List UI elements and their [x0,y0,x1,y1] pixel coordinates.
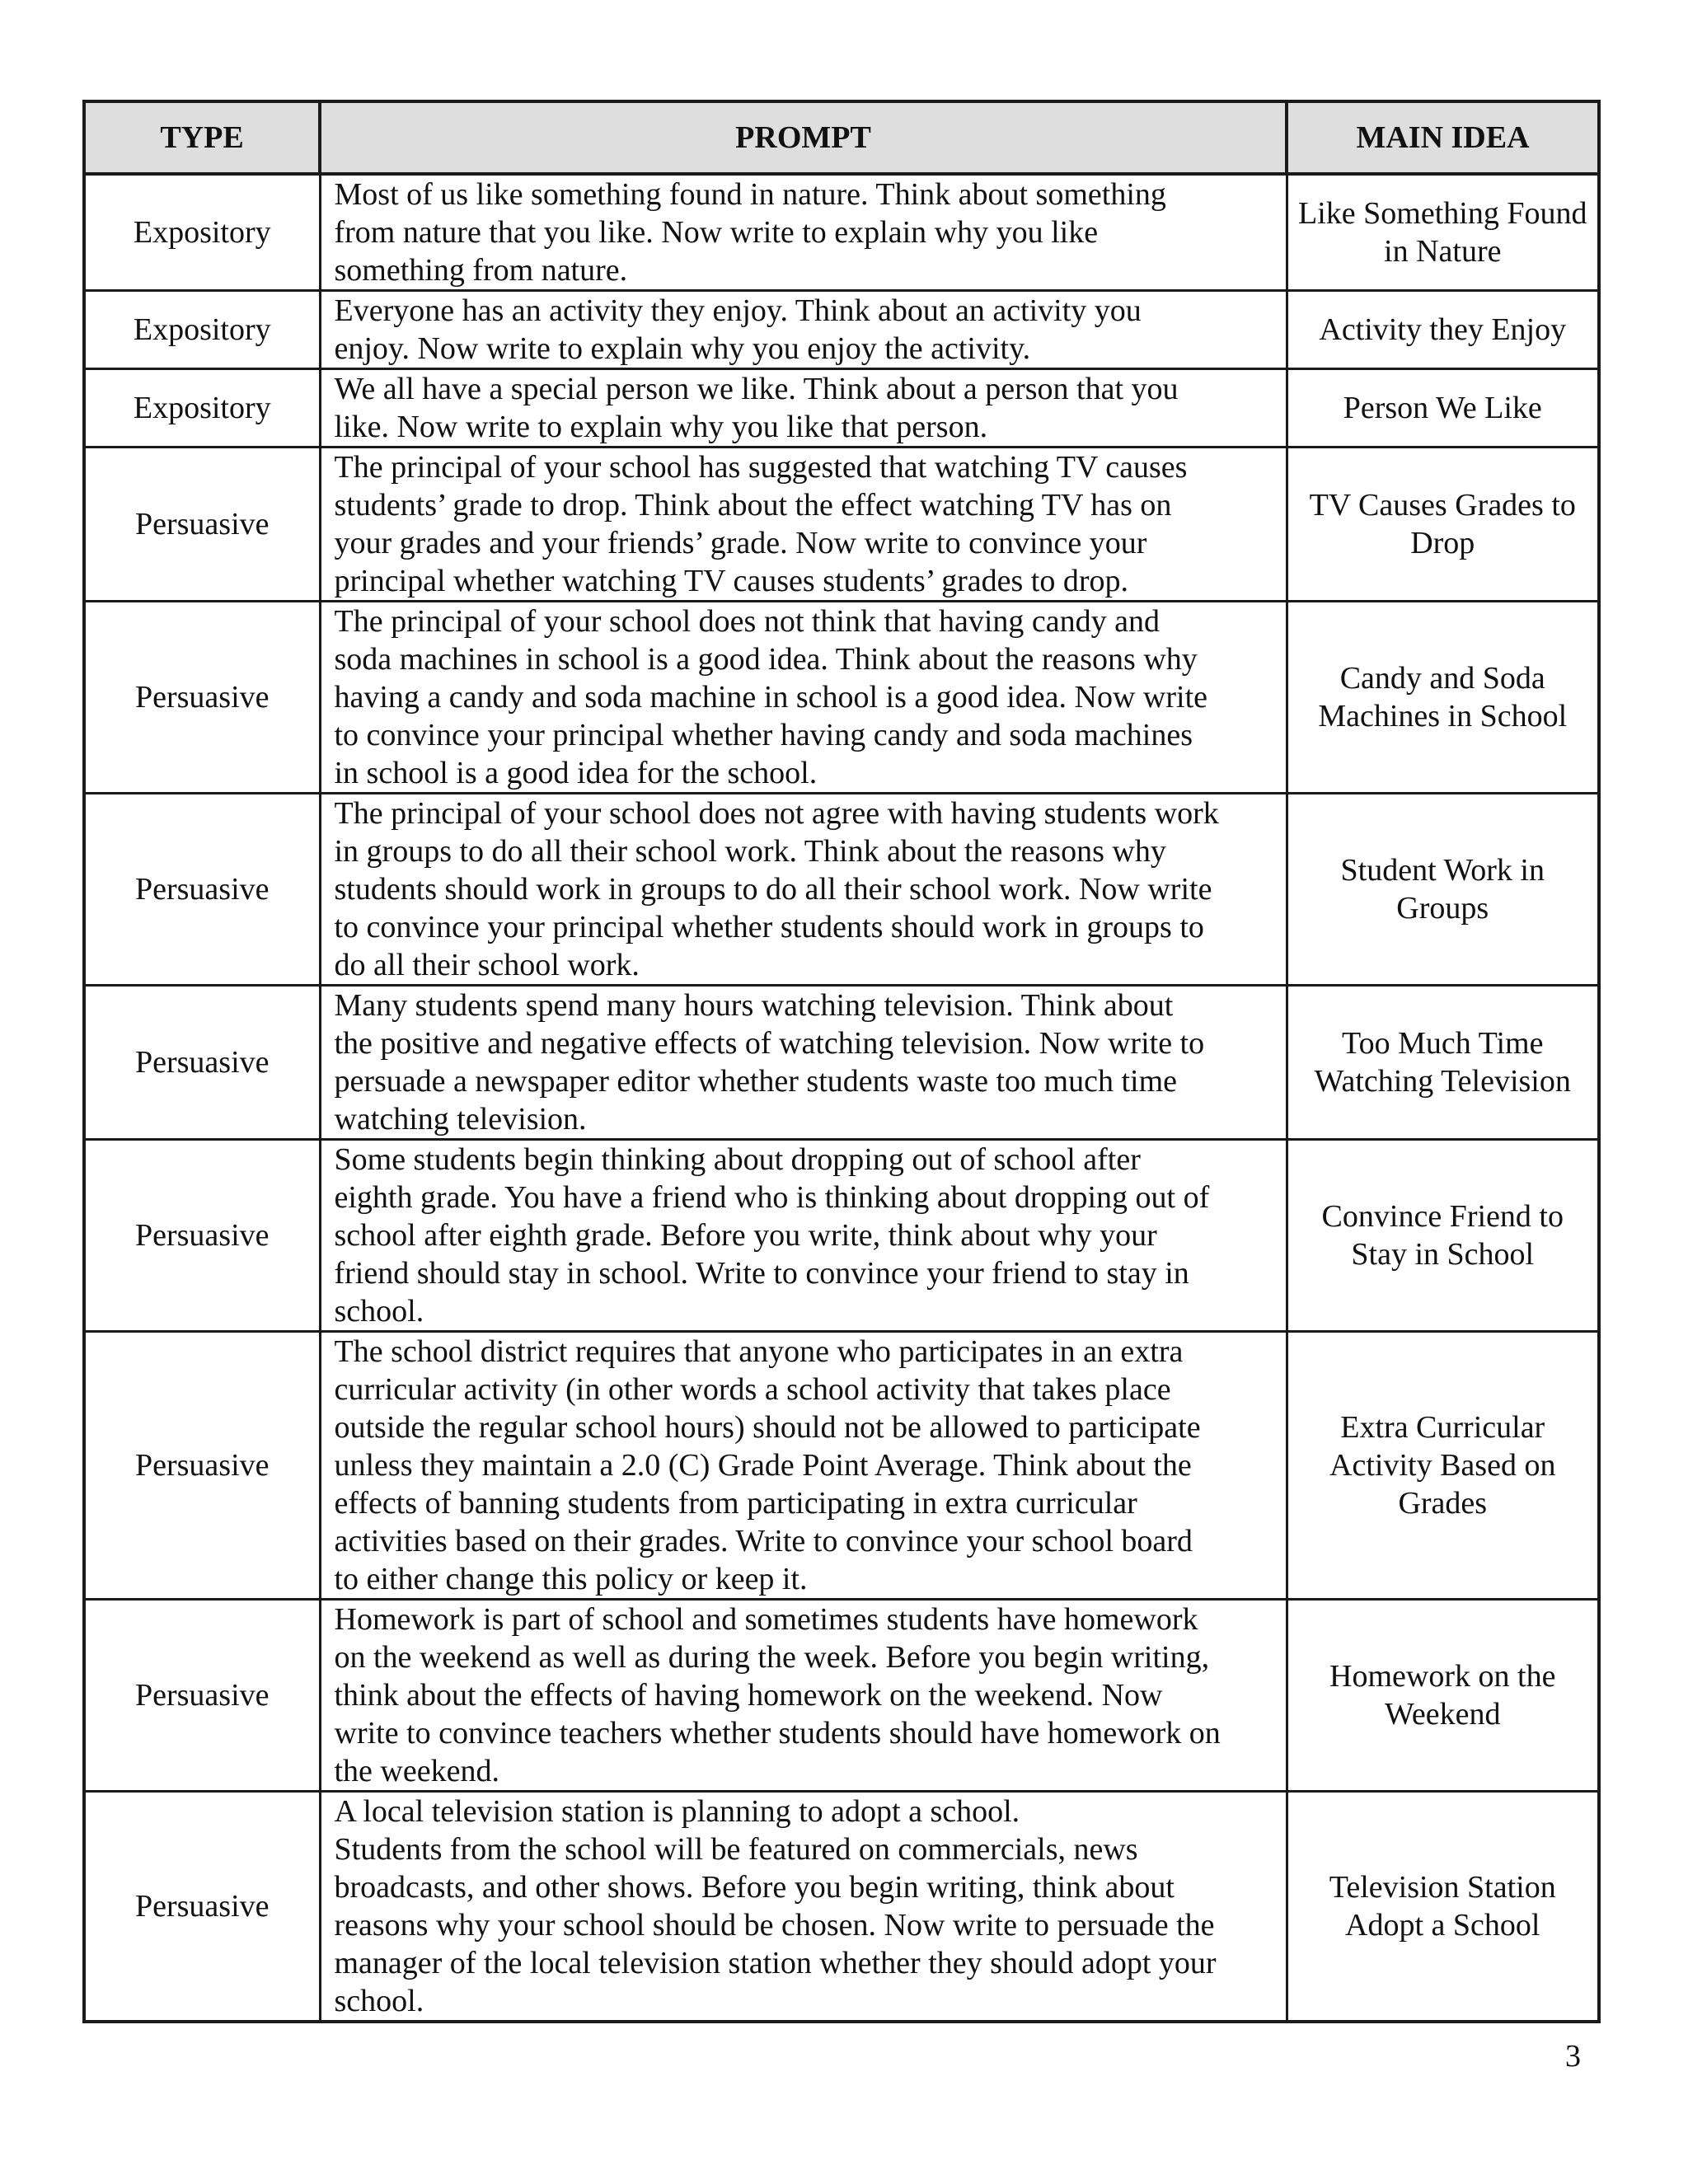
writing-prompts-table [82,100,1601,2023]
type-cell: Persuasive [84,448,320,602]
main-idea-cell: Like Something Found in Nature [1287,174,1599,291]
main-idea-cell: Extra Curricular Activity Based on Grades [1287,1332,1599,1600]
table-row [84,448,1599,602]
table-row [84,291,1599,369]
prompt-cell: The principal of your school does not think that having candy and soda machines in school is a good idea. Think about the reasons why having a candy and soda machine in school is a good idea. Now write to convince your principal whether having candy and soda machines in school is a good idea for the school. [320,602,1287,794]
main-idea-cell: Homework on the Weekend [1287,1600,1599,1792]
table-row [84,1792,1599,2022]
header-row [84,101,1599,174]
type-cell: Persuasive [84,794,320,986]
type-cell: Persuasive [84,986,320,1140]
prompt-cell: The principal of your school has suggested that watching TV causes students’ grade to drop. Think about the effect watching TV has on your grades and your friends’ grade. Now write to convince your principal whether watching TV causes students’ grades to drop. [320,448,1287,602]
type-cell: Persuasive [84,1140,320,1332]
table-row [84,986,1599,1140]
type-cell: Persuasive [84,1332,320,1600]
prompt-cell: A local television station is planning to adopt a school. Students from the school will be featured on commercials, news broadcasts, and other shows. Before you begin writing, think about reasons why your school should be chosen. Now write to persuade the manager of the local television station whether they should adopt your school. [320,1792,1287,2022]
prompt-cell: Many students spend many hours watching television. Think about the positive and negative effects of watching television. Now write to persuade a newspaper editor whether students waste too much time watching television. [320,986,1287,1140]
table-row [84,602,1599,794]
header-main-idea: MAIN IDEA [1287,101,1599,174]
main-idea-cell: Too Much Time Watching Television [1287,986,1599,1140]
prompt-cell: Most of us like something found in nature. Think about something from nature that you like. Now write to explain why you like something from nature. [320,174,1287,291]
table-body [84,174,1599,2022]
prompt-cell: Everyone has an activity they enjoy. Think about an activity you enjoy. Now write to explain why you enjoy the activity. [320,291,1287,369]
prompt-cell: Homework is part of school and sometimes students have homework on the weekend as well as during the week. Before you begin writing, think about the effects of having homework on the weekend. Now write to convince teachers whether students should have homework on the weekend. [320,1600,1287,1792]
type-cell: Persuasive [84,602,320,794]
type-cell: Expository [84,369,320,448]
type-cell: Persuasive [84,1792,320,2022]
page-number: 3 [1565,2039,1581,2074]
table-row [84,794,1599,986]
prompt-cell: Some students begin thinking about dropping out of school after eighth grade. You have a friend who is thinking about dropping out of school after eighth grade. Before you write, think about why your friend should stay in school. Write to convince your friend to stay in school. [320,1140,1287,1332]
main-idea-cell: Convince Friend to Stay in School [1287,1140,1599,1332]
prompt-cell: We all have a special person we like. Think about a person that you like. Now write to explain why you like that person. [320,369,1287,448]
table-row [84,1332,1599,1600]
main-idea-cell: TV Causes Grades to Drop [1287,448,1599,602]
main-idea-cell: Person We Like [1287,369,1599,448]
table-row [84,174,1599,291]
main-idea-cell: Candy and Soda Machines in School [1287,602,1599,794]
table-row [84,369,1599,448]
header-prompt: PROMPT [320,101,1287,174]
prompt-cell: The principal of your school does not agree with having students work in groups to do all their school work. Think about the reasons why students should work in groups to do all their school work. Now write to convince your principal whether students should work in groups to do all their school work. [320,794,1287,986]
type-cell: Expository [84,291,320,369]
table-row [84,1600,1599,1792]
main-idea-cell: Television Station Adopt a School [1287,1792,1599,2022]
prompt-cell: The school district requires that anyone who participates in an extra curricular activity (in other words a school activity that takes place outside the regular school hours) should not be allowed to participate unless they maintain a 2.0 (C) Grade Point Average. Think about the effects of banning students from participating in extra curricular activities based on their grades. Write to convince your school board to either change this policy or keep it. [320,1332,1287,1600]
type-cell: Expository [84,174,320,291]
header-type: TYPE [84,101,320,174]
table-header [84,101,1599,174]
table-row [84,1140,1599,1332]
main-idea-cell: Student Work in Groups [1287,794,1599,986]
main-idea-cell: Activity they Enjoy [1287,291,1599,369]
type-cell: Persuasive [84,1600,320,1792]
